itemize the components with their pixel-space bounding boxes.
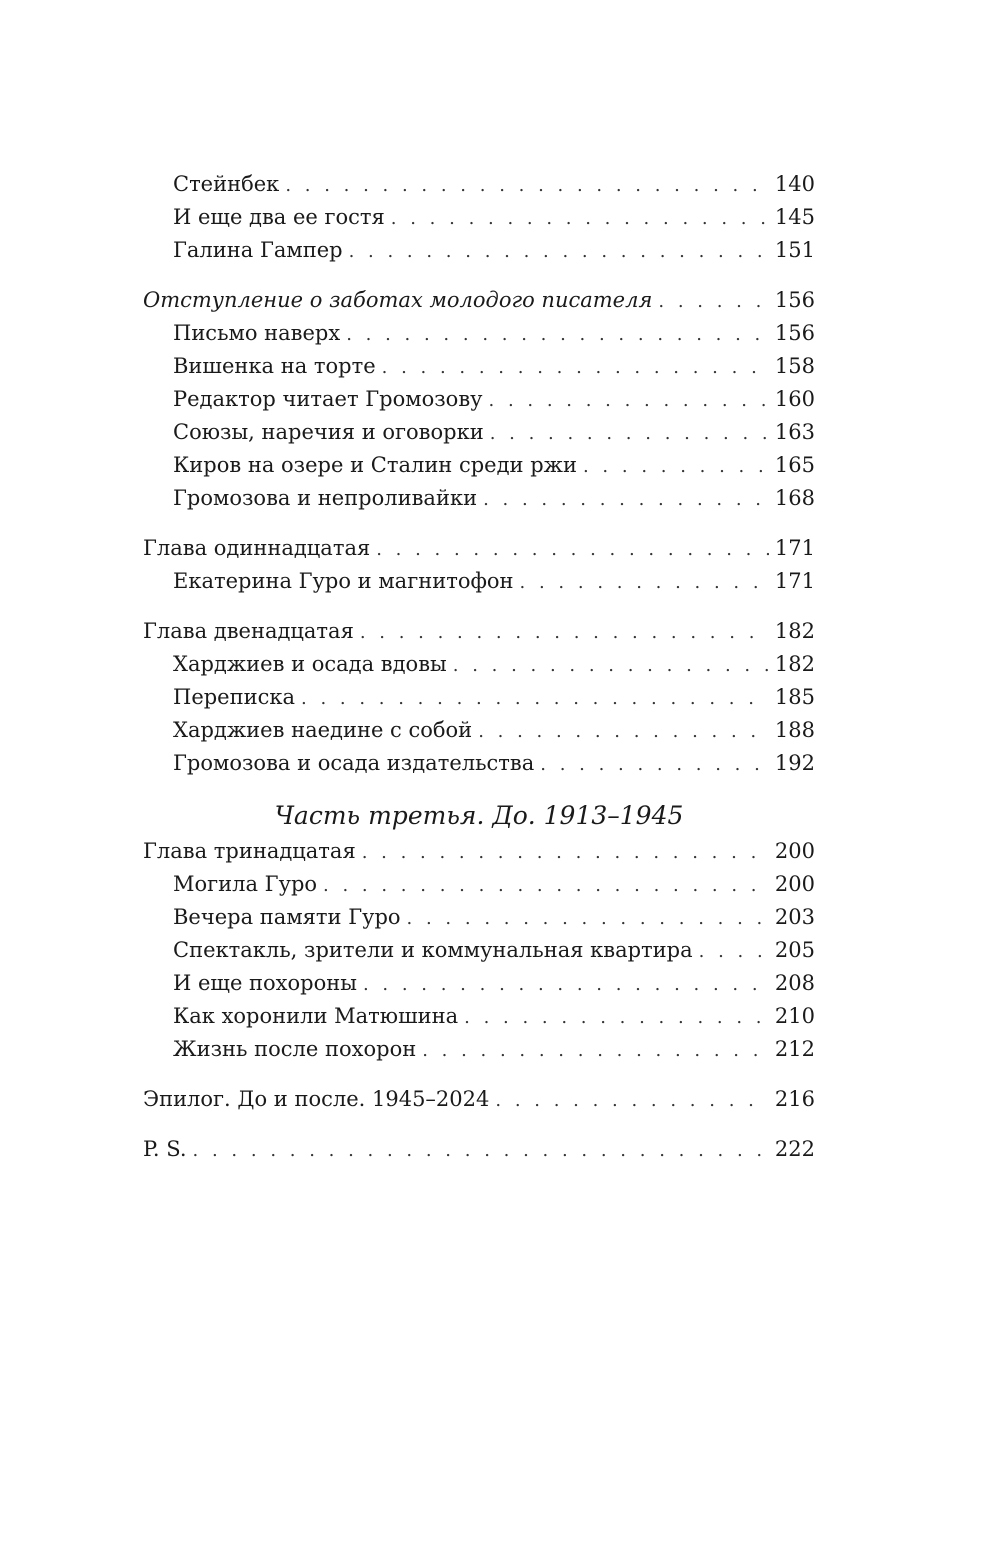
dot-leader (495, 1084, 769, 1117)
toc-entry-page: 158 (774, 354, 815, 378)
toc-section-digression[interactable] (143, 284, 815, 317)
toc-ps-page: 222 (774, 1137, 815, 1161)
dot-leader (362, 836, 769, 869)
toc-group-ps (143, 1133, 815, 1166)
toc-entry-page: 210 (774, 1004, 815, 1028)
toc-group-chapter-12 (143, 615, 815, 780)
dot-leader (489, 384, 769, 417)
toc-entry[interactable] (143, 201, 815, 234)
toc-entry-title: Спектакль, зрители и коммунальная квартира (173, 938, 693, 962)
toc-entry[interactable] (143, 967, 815, 1000)
toc-section-title: Отступление о заботах молодого писателя (143, 288, 653, 312)
toc-chapter-title: Глава тринадцатая (143, 839, 356, 863)
toc-entry[interactable] (143, 350, 815, 383)
dot-leader (483, 483, 769, 516)
dot-leader (520, 566, 769, 599)
toc-entry-title: Вишенка на торте (173, 354, 376, 378)
toc-entry-title: Громозова и осада издательства (173, 751, 535, 775)
toc-entry[interactable] (143, 317, 815, 350)
toc-chapter-12[interactable] (143, 615, 815, 648)
toc-group-part-3 (143, 797, 815, 1066)
toc-entry[interactable] (143, 168, 815, 201)
toc-entry-page: 212 (774, 1037, 815, 1061)
toc-entry[interactable] (143, 1000, 815, 1033)
dot-leader (464, 1001, 769, 1034)
toc-entry[interactable] (143, 747, 815, 780)
toc-entry-title: Союзы, наречия и оговорки (173, 420, 484, 444)
toc-chapter-page: 171 (774, 536, 815, 560)
dot-leader (699, 935, 769, 968)
dot-leader (363, 968, 769, 1001)
toc-entry[interactable] (143, 681, 815, 714)
toc-entry-title: Харджиев и осада вдовы (173, 652, 447, 676)
toc-entry-page: 208 (774, 971, 815, 995)
dot-leader (583, 450, 769, 483)
toc-chapter-page: 200 (774, 839, 815, 863)
toc-entry-title: Переписка (173, 685, 296, 709)
toc-entry[interactable] (143, 383, 815, 416)
dot-leader (382, 351, 769, 384)
toc-entry[interactable] (143, 416, 815, 449)
dot-leader (323, 869, 769, 902)
toc-entry[interactable] (143, 714, 815, 747)
toc-entry-title: И еще похороны (173, 971, 357, 995)
toc-entry-page: 205 (774, 938, 815, 962)
toc-entry-page: 145 (774, 205, 815, 229)
toc-group-continued (143, 168, 815, 267)
toc-entry[interactable] (143, 901, 815, 934)
toc-ps-title: P. S. (143, 1137, 187, 1161)
toc-entry[interactable] (143, 648, 815, 681)
toc-entry[interactable] (143, 449, 815, 482)
toc-chapter-title: Глава двенадцатая (143, 619, 354, 643)
toc-entry[interactable] (143, 934, 815, 967)
toc-entry[interactable] (143, 482, 815, 515)
toc-section-page: 156 (774, 288, 815, 312)
toc-entry[interactable] (143, 1033, 815, 1066)
toc-chapter-title: Глава одиннадцатая (143, 536, 371, 560)
dot-leader (376, 533, 769, 566)
part-heading: Часть третья. До. 1913–1945 (274, 801, 684, 830)
toc-epilogue-title: Эпилог. До и после. 1945–2024 (143, 1087, 490, 1111)
toc-entry-title: Жизнь после похорон (173, 1037, 417, 1061)
toc-entry-page: 203 (774, 905, 815, 929)
dot-leader (360, 616, 769, 649)
dot-leader (453, 649, 769, 682)
toc-entry-title: Как хоронили Матюшина (173, 1004, 459, 1028)
toc-entry-title: Могила Гуро (173, 872, 318, 896)
toc-entry-page: 171 (774, 569, 815, 593)
dot-leader (407, 902, 769, 935)
toc-entry-page: 163 (774, 420, 815, 444)
toc-entry-page: 140 (774, 172, 815, 196)
dot-leader (658, 285, 769, 318)
toc-entry-page: 156 (774, 321, 815, 345)
dot-leader (422, 1034, 769, 1067)
dot-leader (540, 748, 769, 781)
dot-leader (193, 1134, 769, 1167)
toc-group-chapter-11 (143, 532, 815, 598)
toc-group-digression (143, 284, 815, 515)
toc-entry-title: И еще два ее гостя (173, 205, 385, 229)
toc-chapter-11[interactable] (143, 532, 815, 565)
toc-entry-title: Громозова и непроливайки (173, 486, 478, 510)
toc-entry-title: Екатерина Гуро и магнитофон (173, 569, 514, 593)
toc-ps[interactable] (143, 1133, 815, 1166)
dot-leader (478, 715, 769, 748)
toc-entry-title: Харджиев наедине с собой (173, 718, 473, 742)
toc-entry-page: 160 (774, 387, 815, 411)
toc-entry-page: 200 (774, 872, 815, 896)
toc-entry[interactable] (143, 868, 815, 901)
toc-chapter-13[interactable] (143, 835, 815, 868)
toc-entry[interactable] (143, 565, 815, 598)
toc-group-epilogue (143, 1083, 815, 1116)
dot-leader (285, 169, 769, 202)
toc-entry-page: 188 (774, 718, 815, 742)
dot-leader (391, 202, 769, 235)
toc-entry-title: Редактор читает Громозову (173, 387, 483, 411)
toc-entry-page: 192 (774, 751, 815, 775)
toc-entry-title: Киров на озере и Сталин среди ржи (173, 453, 577, 477)
toc-chapter-page: 182 (774, 619, 815, 643)
toc-entry-title: Вечера памяти Гуро (173, 905, 401, 929)
dot-leader (490, 417, 769, 450)
toc-entry-page: 182 (774, 652, 815, 676)
toc-entry-title: Стейнбек (173, 172, 280, 196)
toc-entry-page: 168 (774, 486, 815, 510)
toc-entry-page: 151 (774, 238, 815, 262)
toc-entry-page: 185 (774, 685, 815, 709)
toc-epilogue[interactable] (143, 1083, 815, 1116)
toc-entry-title: Письмо наверх (173, 321, 341, 345)
dot-leader (349, 235, 769, 268)
table-of-contents (143, 168, 815, 1183)
toc-entry[interactable] (143, 234, 815, 267)
dot-leader (346, 318, 769, 351)
toc-entry-title: Галина Гампер (173, 238, 343, 262)
dot-leader (301, 682, 769, 715)
toc-entry-page: 165 (774, 453, 815, 477)
toc-epilogue-page: 216 (774, 1087, 815, 1111)
